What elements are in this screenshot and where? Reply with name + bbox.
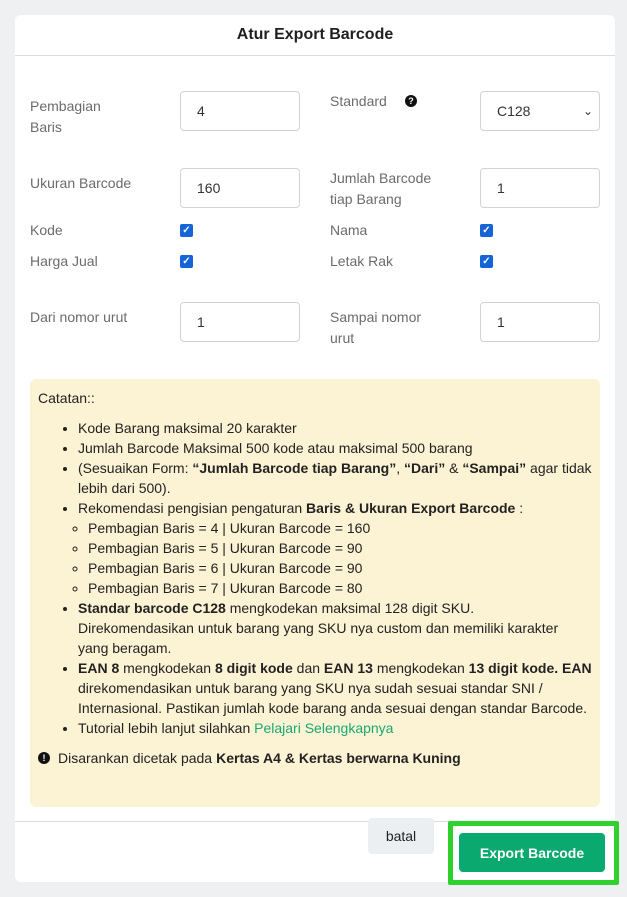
print-warning: ! Disarankan dicetak pada Kertas A4 & Kertas berwarna Kuning (38, 748, 592, 768)
pembagian-baris-input[interactable]: 4 (180, 91, 300, 131)
kode-label: Kode (30, 222, 63, 238)
jumlah-barcode-input[interactable]: 1 (480, 168, 600, 208)
cancel-button[interactable]: batal (368, 818, 434, 854)
list-item: • Jumlah Barcode Maksimal 500 kode atau maksimal 500 barang (78, 438, 592, 458)
letak-rak-checkbox[interactable]: ✓ (480, 255, 493, 268)
dari-nomor-urut-input[interactable]: 1 (180, 302, 300, 342)
nama-label: Nama (330, 222, 368, 238)
export-barcode-modal (15, 15, 615, 882)
sub-list-item: ◦ Pembagian Baris = 5 | Ukuran Barcode = 90 (88, 538, 592, 558)
list-item: • Rekomendasi pengisian pengaturan Baris & Ukuran Export Barcode : ◦ Pembagian Baris = 4 | Ukuran Barcode = 160 ◦ Pembagian Baris = 5 | Ukuran Barcode = 90 ◦ Pembagian Baris = 6 | Ukuran Barcode = 90 ◦ Pembagian Baris = 7 | Ukuran Barcode = 80 (78, 498, 592, 598)
sub-list-item: ◦ Pembagian Baris = 6 | Ukuran Barcode = 90 (88, 558, 592, 578)
pembagian-baris-label: Pembagian Baris (30, 98, 101, 135)
learn-more-link[interactable]: Pelajari Selengkapnya (254, 720, 394, 736)
exclamation-icon: ! (38, 752, 50, 764)
standard-label: Standard (330, 93, 387, 109)
ukuran-barcode-label: Ukuran Barcode (30, 175, 132, 191)
ukuran-barcode-input[interactable]: 160 (180, 168, 300, 208)
export-barcode-button[interactable]: Export Barcode (459, 833, 605, 872)
sampai-nomor-urut-input[interactable]: 1 (480, 302, 600, 342)
list-item: • (Sesuaikan Form: “Jumlah Barcode tiap Barang”, “Dari” & “Sampai” agar tidak lebih dari 500). (78, 458, 592, 498)
jumlah-barcode-label: Jumlah Barcode tiap Barang (330, 170, 432, 207)
sub-list-item: ◦ Pembagian Baris = 7 | Ukuran Barcode = 80 (88, 578, 592, 598)
list-item: • Kode Barang maksimal 20 karakter (78, 418, 592, 438)
modal-header (15, 15, 615, 56)
chevron-down-icon: ⌄ (582, 104, 593, 118)
list-item: • Tutorial lebih lanjut silahkan Pelajari Selengkapnya (78, 718, 592, 738)
list-item: • EAN 8 mengkodekan 8 digit kode dan EAN 13 mengkodekan 13 digit kode. EAN direkomendasikan untuk barang yang SKU nya sudah sesuai standar SNI / Internasional. Pastikan jumlah kode barang anda sesuai dengan standar Barcode. (78, 658, 592, 718)
notes-title: Catatan:: (38, 390, 95, 406)
notes-box (30, 379, 600, 807)
harga-jual-checkbox[interactable]: ✓ (180, 255, 193, 268)
sub-list-item: ◦ Pembagian Baris = 4 | Ukuran Barcode = 160 (88, 518, 592, 538)
nama-checkbox[interactable]: ✓ (480, 224, 493, 237)
modal-title: Atur Export Barcode (236, 26, 394, 43)
dari-nomor-urut-label: Dari nomor urut (30, 309, 128, 325)
letak-rak-label: Letak Rak (330, 253, 394, 269)
harga-jual-label: Harga Jual (30, 253, 98, 269)
kode-checkbox[interactable]: ✓ (180, 224, 193, 237)
recommendation-sublist (78, 518, 592, 598)
help-icon[interactable]: ? (405, 95, 417, 107)
sampai-nomor-urut-label: Sampai nomor urut (330, 309, 422, 346)
list-item: • Standar barcode C128 mengkodekan maksimal 128 digit SKU. Direkomendasikan untuk barang yang SKU nya custom dan memiliki karakter yang beragam. (78, 598, 592, 658)
standard-select[interactable]: C128 ⌄ (480, 91, 600, 131)
notes-list (38, 418, 592, 738)
